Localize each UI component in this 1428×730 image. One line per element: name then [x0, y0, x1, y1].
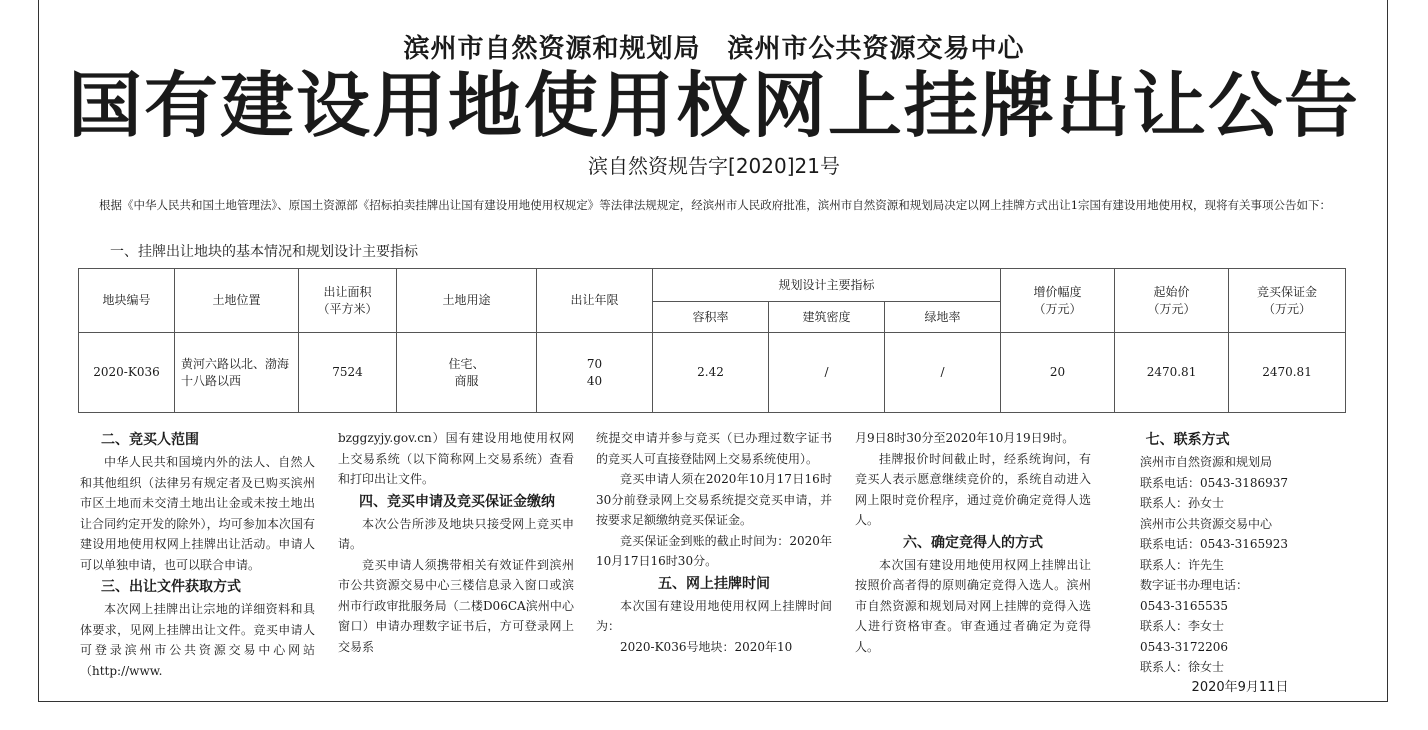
land-parcel-table [78, 268, 1346, 413]
header-planning: 规划设计主要指标 [653, 269, 1001, 302]
header-location: 土地位置 [175, 269, 299, 333]
contact-line: 滨州市自然资源和规划局 [1140, 455, 1273, 469]
header-use: 土地用途 [397, 269, 537, 333]
contact-line: 联系人：李女士 [1140, 619, 1225, 633]
column-2 [338, 428, 574, 657]
header-area: 出让面积 （平方米） [299, 269, 397, 333]
column-1 [80, 428, 315, 681]
section-3-continued: bzggzyjy.gov.cn）国有建设用地使用权网上交易系统（以下简称网上交易系统）查看和打印出让文件。 [338, 431, 574, 486]
table-row [79, 333, 1346, 413]
header-far: 容积率 [653, 302, 769, 333]
column-5-contacts [1140, 428, 1340, 698]
section-7-title: 七、联系方式 [1145, 432, 1230, 448]
cell-green: / [885, 333, 1001, 413]
contact-line: 联系人：徐女士 [1140, 660, 1225, 674]
header-deposit: 竞买保证金 （万元） [1229, 269, 1346, 333]
section-5-para-1: 本次国有建设用地使用权网上挂牌时间为： [596, 598, 832, 633]
section-4-para-1: 本次公告所涉及地块只接受网上竞买申请。 [338, 516, 574, 551]
header-density: 建筑密度 [769, 302, 885, 333]
section-4-continued: 统提交申请并参与竞买（已办理过数字证书的竞买人可直接登陆网上交易系统使用）。 [596, 431, 832, 466]
section-4-para-4: 竞买保证金到账的截止时间为：2020年10月17日16时30分。 [596, 533, 832, 568]
section-6-text: 本次国有建设用地使用权网上挂牌出让按照价高者得的原则确定竞得入选人。滨州市自然资源和规划局对网上挂牌的竞得入选人进行资格审查。审查通过者确定为竞得人。 [855, 557, 1091, 654]
header-start-price: 起始价 （万元） [1115, 269, 1229, 333]
issuing-organizations: 滨州市自然资源和规划局 滨州市公共资源交易中心 [403, 34, 1025, 64]
section-5-continued: 月9日8时30分至2020年10月19日9时。 [855, 431, 1075, 445]
section-5-para-3: 挂牌报价时间截止时，经系统询问，有竞买人表示愿意继续竞价的，系统自动进入网上限时竞价程序，通过竞价确定竞得人选人。 [855, 451, 1091, 527]
section-6-title: 六、确定竞得人的方式 [903, 534, 1043, 551]
section-4-para-2: 竞买申请人须携带相关有效证件到滨州市公共资源交易中心三楼信息录入窗口或滨州市行政审批服务局（二楼D06CA滨州中心窗口）申请办理数字证书后，方可登录网上交易系 [338, 557, 574, 654]
header-green: 绿地率 [885, 302, 1001, 333]
section-5-title: 五、网上挂牌时间 [658, 575, 770, 592]
intro-paragraph: 根据《中华人民共和国土地管理法》、原国土资源部《招标拍卖挂牌出让国有建设用地使用权规定》等法律法规规定，经滨州市人民政府批准，滨州市自然资源和规划局决定以网上挂牌方式出让1宗国有建设用地使用权，现将有关事项公告如下： [99, 198, 1332, 212]
header-increment: 增价幅度 （万元） [1001, 269, 1115, 333]
cell-area: 7524 [299, 333, 397, 413]
section-3-text: 本次网上挂牌出让宗地的详细资料和具体要求，见网上挂牌出让文件。竞买申请人可登录滨州市公共资源交易中心网站（http://www. [80, 602, 315, 678]
section-4-para-3: 竞买申请人须在2020年10月17日16时30分前登录网上交易系统提交竞买申请，并按要求足额缴纳竞买保证金。 [596, 472, 832, 527]
cell-use: 住宅、 商服 [397, 333, 537, 413]
section-3-title: 三、出让文件获取方式 [101, 579, 241, 595]
page-title: 国有建设用地使用权网上挂牌出让公告 [68, 64, 1360, 148]
section-4-title: 四、竞买申请及竞买保证金缴纳 [359, 493, 555, 510]
section-5-para-2: 2020-K036号地块：2020年10 [620, 639, 793, 654]
contact-line: 滨州市公共资源交易中心 [1140, 516, 1273, 531]
contact-line: 数字证书办理电话： [1140, 578, 1249, 592]
cell-far: 2.42 [653, 333, 769, 413]
cell-deposit: 2470.81 [1229, 333, 1346, 413]
section-2-title: 二、竞买人范围 [101, 432, 199, 448]
contact-line: 联系人：许先生 [1140, 557, 1225, 572]
cell-location: 黄河六路以北、渤海十八路以西 [175, 333, 299, 413]
issue-date: 2020年9月11日 [1191, 679, 1289, 695]
cell-parcel-no: 2020-K036 [79, 333, 175, 413]
cell-term: 70 40 [537, 333, 653, 413]
contact-line: 联系人：孙女士 [1140, 496, 1225, 510]
contact-line: 联系电话：0543-3186937 [1140, 475, 1289, 490]
cell-density: / [769, 333, 885, 413]
contact-line: 0543-3165535 [1140, 598, 1229, 613]
section-2-text: 中华人民共和国境内外的法人、自然人和其他组织（法律另有规定者及已购买滨州市区土地而未交清土地出让金或未按土地出让合同约定开发的除外），均可参加本次国有建设用地使用权网上挂牌出让活动。申请人可以单独申请，也可以联合申请。 [80, 455, 315, 572]
cell-increment: 20 [1001, 333, 1115, 413]
cell-start-price: 2470.81 [1115, 333, 1229, 413]
contact-line: 联系电话：0543-3165923 [1140, 537, 1289, 551]
column-4 [855, 428, 1091, 657]
contact-line: 0543-3172206 [1140, 639, 1229, 654]
section-1-title: 一、挂牌出让地块的基本情况和规划设计主要指标 [110, 244, 418, 260]
header-term: 出让年限 [537, 269, 653, 333]
header-parcel-no: 地块编号 [79, 269, 175, 333]
column-3 [596, 428, 832, 657]
document-number: 滨自然资规告字[2020]21号 [588, 154, 840, 178]
